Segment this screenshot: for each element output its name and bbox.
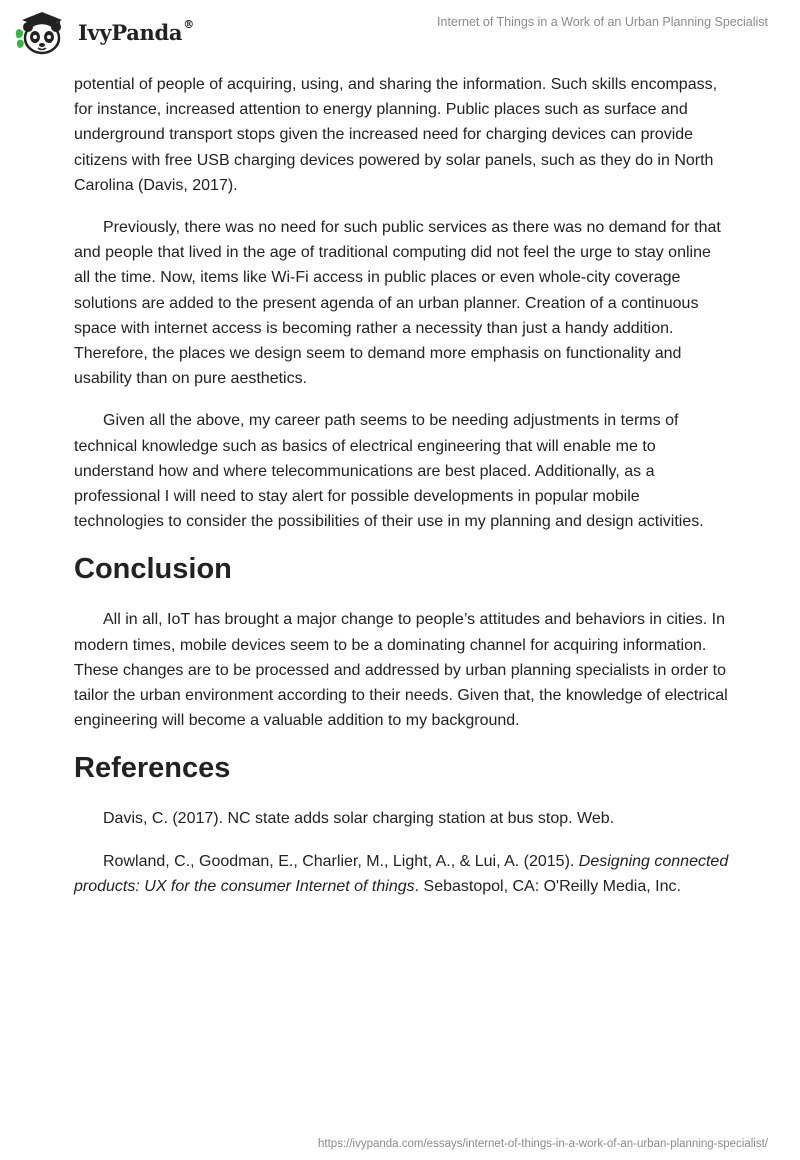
reference-rowland-authors: Rowland, C., Goodman, E., Charlier, M., Light, A., & Lui, A. (2015). (103, 852, 579, 870)
brand-text: IvyPanda (78, 20, 183, 45)
source-url[interactable]: https://ivypanda.com/essays/internet-of-things-in-a-work-of-an-urban-planning-specialist/ (318, 1138, 768, 1150)
paragraph-3: Given all the above, my career path seems to be needing adjustments in terms of technical knowledge such as basics of electrical engineering that will enable me to understand how and where telecommunications are best placed. Additionally, as a professional I will need to stay alert for possible developments in popular mobile technologies to consider the possibilities of their use in my planning and design activities. (74, 412, 704, 531)
reference-rowland-publisher: . Sebastopol, CA: O'Reilly Media, Inc. (414, 877, 681, 895)
paragraph-1: potential of people of acquiring, using, and sharing the information. Such skills encompass, for instance, increased attention to energy planning. Public places such as surface and underground transport stops given the increased need for charging devices can provide citizens with free USB charging devices powered by solar panels, such as they do in North Carolina (Davis, 2017). (74, 76, 718, 194)
reference-rowland (74, 849, 730, 899)
panda-graduate-icon (14, 8, 70, 56)
reference-davis: Davis, C. (2017). NC state adds solar charging station at bus stop. Web. (103, 810, 615, 828)
ivypanda-logo[interactable] (14, 8, 234, 56)
page-header (0, 0, 800, 70)
references-heading: References (74, 752, 231, 785)
essay-content (74, 72, 730, 916)
paragraph-2: Previously, there was no need for such public services as there was no demand for that and people that lived in the age of traditional computing did not feel the urge to stay online all the time. Now, items like Wi-Fi access in public places or even whole-city coverage solutions are added to the present agenda of an urban planner. Creation of a continuous space with internet access is becoming rather a necessity than just a handy addition. Therefore, the places we design seem to demand more emphasis on functionality and usability than on pure aesthetics. (74, 219, 721, 388)
conclusion-heading: Conclusion (74, 553, 232, 586)
document-title: Internet of Things in a Work of an Urban Planning Specialist (437, 15, 768, 29)
reference-rowland-title: Designing connected products: UX for the consumer Internet of things (74, 852, 729, 895)
brand-name (78, 20, 194, 45)
paragraph-conclusion: All in all, IoT has brought a major change to people’s attitudes and behaviors in cities. In modern times, mobile devices seem to be a dominating channel for acquiring information. These changes are to be processed and addressed by urban planning specialists in order to tailor the urban environment according to their needs. Given that, the knowledge of electrical engineering will become a valuable addition to my background. (74, 611, 728, 730)
registered-mark: ® (183, 18, 194, 31)
